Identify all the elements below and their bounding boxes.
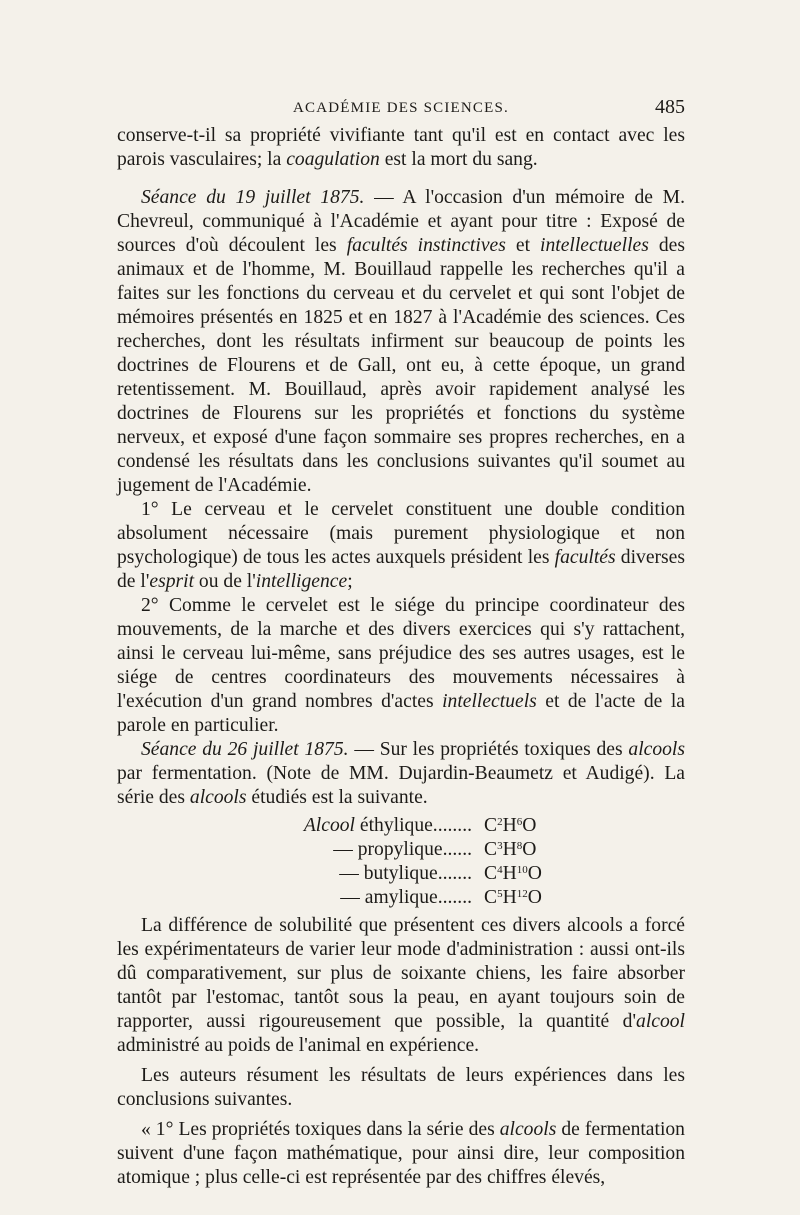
element-symbol: C xyxy=(484,815,498,836)
alcohol-name xyxy=(117,886,484,910)
text-run: — butylique....... xyxy=(339,863,472,884)
element-symbol: O xyxy=(522,839,537,860)
text-run: et xyxy=(505,235,541,256)
body-text xyxy=(117,124,685,1190)
paragraph-toxic-properties xyxy=(117,1118,685,1190)
paragraph-coagulation xyxy=(117,124,685,172)
atom-count: 10 xyxy=(516,864,528,876)
text-run: 1° Le cerveau et le cervelet constituent une double condition absolument nécessaire (mais purement physiologique et non psychologique) de tous les actes auxquels président les xyxy=(117,499,685,568)
element-symbol: C xyxy=(484,839,498,860)
element-symbol: O xyxy=(527,887,542,908)
alcohol-name xyxy=(117,862,484,886)
text-run: — A l'occasion d'un mémoire de M. Chevreul, communiqué à l'Académie et ayant pour titre : Exposé de sources d'où découlent les xyxy=(117,187,685,256)
page-header xyxy=(117,96,685,124)
paragraph-conclusion-1 xyxy=(117,498,685,594)
table-row xyxy=(117,814,685,838)
atom-count: 8 xyxy=(516,840,523,852)
alcohol-series-table xyxy=(117,814,685,910)
text-run: et de l'acte de la parole en particulier. xyxy=(117,691,685,736)
table-row xyxy=(117,886,685,910)
chemical-formula xyxy=(484,862,685,886)
italic-term: intelligence xyxy=(255,571,348,592)
text-run: étudiés est la suivante. xyxy=(246,787,428,808)
element-symbol: H xyxy=(502,815,517,836)
paragraph-solubility xyxy=(117,914,685,1058)
text-run: ; xyxy=(347,571,353,592)
atom-count: 3 xyxy=(497,840,503,852)
element-symbol: H xyxy=(502,839,517,860)
running-title: ACADÉMIE DES SCIENCES. xyxy=(293,100,509,116)
text-run: des animaux et de l'homme, M. Bouillaud rappelle les recherches qu'il a faites sur les fonctions du cerveau et du cervelet et qui sont l'objet de mémoires présentés en 1825 et en 1827 à l'Académie des sciences. Ces recherches, dont les résultats infirment sur beaucoup de points les doctrines de Flourens et de Gall, ont eu, à cette époque, un grand retentissement. M. Bouillaud, après avoir rapidement analysé les doctrines de Flourens sur les propriétés et fonctions du système nerveux, et exposé d'une façon sommaire ses propres recherches, en a condensé les résultats dans les conclusions suivantes qu'il soumet au jugement de l'Académie. xyxy=(117,235,685,496)
text-run: est la mort du sang. xyxy=(379,149,538,170)
text-run: par fermentation. (Note de MM. Dujardin-Beaumetz et Audigé). La série des xyxy=(117,763,685,808)
table-row xyxy=(117,862,685,886)
text-run: — amylique....... xyxy=(340,887,472,908)
alcohol-name xyxy=(117,814,484,838)
text-run: La différence de solubilité que présentent ces divers alcools a forcé les expérimentateurs de varier leur mode d'administration : aussi ont-ils dû comparativement, sur plus de soixante chiens, les faire absorber tantôt par l'estomac, tantôt sous la peau, en ayant toujours soin de rapporter, aussi rigoureusement que possible, la quantité d' xyxy=(117,915,685,1032)
alcohol-name xyxy=(117,838,484,862)
table-row xyxy=(117,838,685,862)
italic-term: intellectuelles xyxy=(540,235,649,256)
text-run: de fermentation suivent d'une façon mathématique, pour ainsi dire, leur composition atomique ; plus celle-ci est représentée par des chiffres élevés, xyxy=(117,1119,685,1188)
element-symbol: C xyxy=(484,863,498,884)
atom-count: 5 xyxy=(497,888,503,900)
atom-count: 12 xyxy=(516,888,528,900)
italic-term: facultés xyxy=(554,547,616,568)
text-run: — propylique...... xyxy=(333,839,472,860)
paragraph-authors-summary xyxy=(117,1064,685,1112)
page-number: 485 xyxy=(655,96,685,118)
session-date: Séance du 19 juillet 1875. xyxy=(141,187,365,208)
text-run: ou de l' xyxy=(194,571,256,592)
session-date: Séance du 26 juillet 1875. xyxy=(141,739,349,760)
italic-term: coagulation xyxy=(286,149,380,170)
text-run: éthylique........ xyxy=(355,815,472,836)
italic-term: alcools xyxy=(499,1119,557,1140)
paragraph-conclusion-2 xyxy=(117,594,685,738)
element-symbol: H xyxy=(502,887,517,908)
chemical-formula xyxy=(484,886,685,910)
text-run: conserve-t-il sa propriété vivifiante tant qu'il est en contact avec les parois vasculaires; la xyxy=(117,125,685,170)
paragraph-session-19-july xyxy=(117,186,685,498)
element-symbol: O xyxy=(522,815,537,836)
italic-term: Alcool xyxy=(303,815,355,836)
text-run: 2° Comme le cervelet est le siége du principe coordinateur des mouvements, de la marche et des divers exercices qui s'y rattachent, ainsi le cerveau lui-même, sans préjudice des ses autres usages, est le siége de centres coordinateurs des mouvements nécessaires à l'exécution d'un grand nombres d'actes xyxy=(117,595,685,712)
paragraph-session-26-july xyxy=(117,738,685,810)
atom-count: 4 xyxy=(497,864,503,876)
element-symbol: H xyxy=(502,863,517,884)
atom-count: 2 xyxy=(497,816,503,828)
text-run: administré au poids de l'animal en expérience. xyxy=(117,1035,480,1056)
chemical-formula xyxy=(484,838,685,862)
text-run: « 1° Les propriétés toxiques dans la série des xyxy=(141,1119,500,1140)
chemical-formula xyxy=(484,814,685,838)
text-run: Les auteurs résument les résultats de leurs expériences dans les conclusions suivantes. xyxy=(117,1065,685,1110)
italic-term: alcools xyxy=(628,739,686,760)
italic-term: alcool xyxy=(636,1011,685,1032)
italic-term: alcools xyxy=(189,787,247,808)
italic-term: facultés instinctives xyxy=(346,235,506,256)
element-symbol: C xyxy=(484,887,498,908)
atom-count: 6 xyxy=(516,816,523,828)
text-run: — Sur les propriétés toxiques des xyxy=(348,739,629,760)
text-run: diverses de l' xyxy=(117,547,686,592)
element-symbol: O xyxy=(527,863,542,884)
italic-term: intellectuels xyxy=(442,691,537,712)
italic-term: esprit xyxy=(149,571,195,592)
